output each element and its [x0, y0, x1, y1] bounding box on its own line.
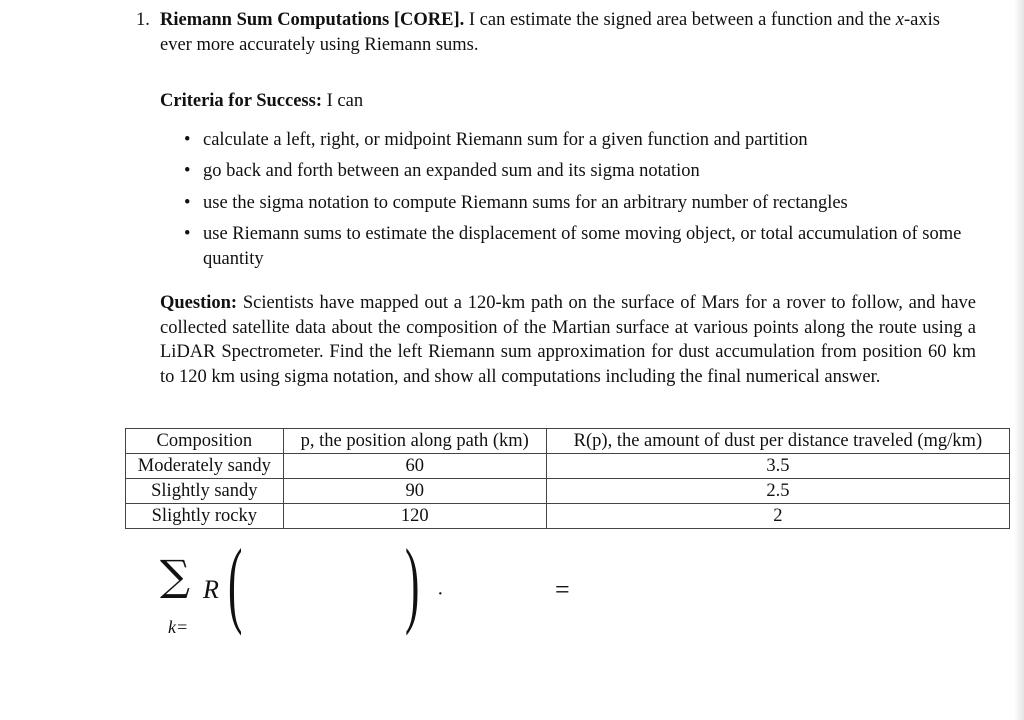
question-paragraph	[160, 291, 976, 389]
table-cell-position: 60	[283, 454, 546, 479]
problem-number: 1.	[136, 10, 150, 30]
close-paren: )	[405, 529, 420, 636]
problem-title: Riemann Sum Computations [CORE].	[160, 10, 465, 30]
problem-intro-var: x	[895, 10, 904, 30]
problem-body	[160, 8, 976, 389]
table-cell-position: 90	[283, 479, 546, 504]
problem-block	[136, 8, 976, 389]
sigma-formula	[150, 529, 650, 655]
table-cell-composition: Slightly sandy	[126, 479, 284, 504]
question-text: Scientists have mapped out a 120-km path on the surface of Mars for a rover to follow, and have collected satellite data about the composition of the Martian surface at various points along the route using a LiDAR Spectrometer. Find the left Riemann sum approximation for dust accumulation from position 60 km to 120 km using sigma notation, and show all computations including the final numerical answer.	[160, 293, 976, 387]
bullet-icon: •	[184, 192, 191, 213]
criteria-heading-label: Criteria for Success:	[160, 91, 322, 111]
column-header-position: p, the position along path (km)	[283, 429, 546, 454]
equals-sign: =	[555, 575, 570, 604]
criteria-heading-suffix: I can	[322, 91, 364, 111]
table-row	[126, 479, 1010, 504]
function-name: R	[203, 575, 219, 604]
question-label: Question:	[160, 293, 238, 313]
criteria-item-text: go back and forth between an expanded sum and its sigma notation	[203, 161, 700, 181]
list-item	[160, 191, 976, 216]
criteria-list	[160, 128, 976, 272]
criteria-heading	[160, 89, 976, 114]
bullet-icon: •	[184, 161, 191, 181]
sigma-symbol: ∑	[160, 551, 190, 600]
page-edge-shadow	[1014, 0, 1024, 720]
table-cell-dust-rate: 2.5	[546, 479, 1009, 504]
table-cell-dust-rate: 2	[546, 504, 1009, 529]
list-item	[160, 128, 976, 153]
criteria-item-text: use Riemann sums to estimate the displacement of some moving object, or total accumulation of some quantity	[203, 224, 962, 269]
multiply-dot: ·	[437, 583, 444, 605]
bullet-icon: •	[184, 224, 191, 244]
problem-intro-text: I can estimate the signed area between a function and the	[464, 10, 896, 30]
table-row	[126, 504, 1010, 529]
open-paren: (	[228, 529, 243, 636]
table-cell-composition: Moderately sandy	[126, 454, 284, 479]
sigma-lower-index: k=	[168, 617, 189, 637]
criteria-item-text: calculate a left, right, or midpoint Riemann sum for a given function and partition	[203, 129, 808, 150]
table-cell-composition: Slightly rocky	[126, 504, 284, 529]
table-row	[126, 454, 1010, 479]
list-item	[160, 159, 976, 184]
mars-data-table	[125, 428, 1010, 529]
table-cell-dust-rate: 3.5	[546, 454, 1009, 479]
bullet-icon: •	[184, 129, 191, 150]
table-header-row	[126, 429, 1010, 454]
problem-intro	[160, 8, 976, 57]
problem-intro-text-end: -axis ever more accurately using Riemann sums.	[160, 10, 940, 55]
table-cell-position: 120	[283, 504, 546, 529]
column-header-dust-rate: R(p), the amount of dust per distance traveled (mg/km)	[546, 429, 1009, 454]
criteria-item-text: use the sigma notation to compute Riemann sums for an arbitrary number of rectangles	[203, 192, 848, 213]
column-header-composition: Composition	[126, 429, 284, 454]
list-item	[160, 222, 976, 271]
